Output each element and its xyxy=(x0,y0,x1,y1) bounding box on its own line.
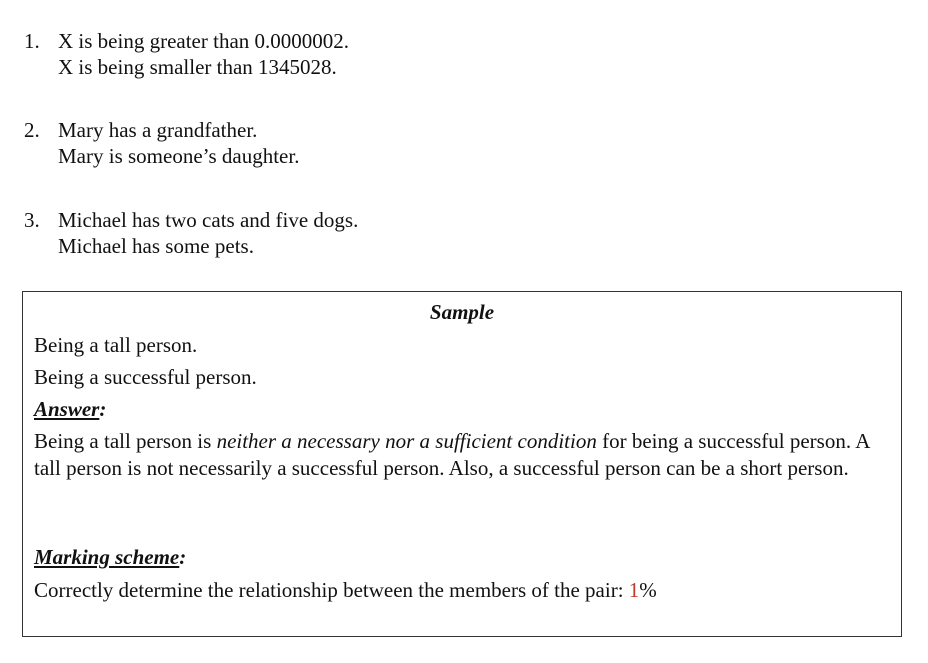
item-number: 1. xyxy=(24,29,40,53)
marking-scheme-text xyxy=(34,577,657,603)
statement-line-2: Mary is someone’s daughter. xyxy=(58,144,300,168)
answer-text xyxy=(34,428,896,482)
statement-line-1: Mary has a grandfather. xyxy=(58,118,258,142)
statement-line-2: Michael has some pets. xyxy=(58,234,254,258)
answer-text-part-2: for being a successful person. A tall person is not necessarily a successful person. Also, a successful person can be a short person. xyxy=(34,429,870,480)
item-number: 3. xyxy=(24,208,40,232)
marking-scheme-colon: : xyxy=(179,545,187,569)
answer-heading xyxy=(34,396,106,422)
marking-scheme-description: Correctly determine the relationship between the members of the pair: xyxy=(34,578,629,602)
sample-title: Sample xyxy=(429,300,495,324)
statement-line-1: X is being greater than 0.0000002. xyxy=(58,29,350,53)
sample-box xyxy=(22,291,902,637)
marking-scheme-heading xyxy=(34,544,186,570)
marking-scheme-label: Marking scheme xyxy=(34,545,180,569)
item-number: 2. xyxy=(24,118,40,142)
statement-line-2: X is being smaller than 1345028. xyxy=(58,55,337,79)
marking-percent: % xyxy=(639,578,657,602)
sample-pair-line-2: Being a successful person. xyxy=(34,365,257,389)
answer-label: Answer xyxy=(34,397,100,421)
answer-colon: : xyxy=(99,397,107,421)
answer-emphasis: neither a necessary nor a sufficient condition xyxy=(216,429,597,453)
statement-line-1: Michael has two cats and five dogs. xyxy=(58,208,359,232)
marking-score: 1 xyxy=(628,578,640,602)
answer-text-part-1: Being a tall person is xyxy=(34,429,217,453)
sample-pair-line-1: Being a tall person. xyxy=(34,333,198,357)
